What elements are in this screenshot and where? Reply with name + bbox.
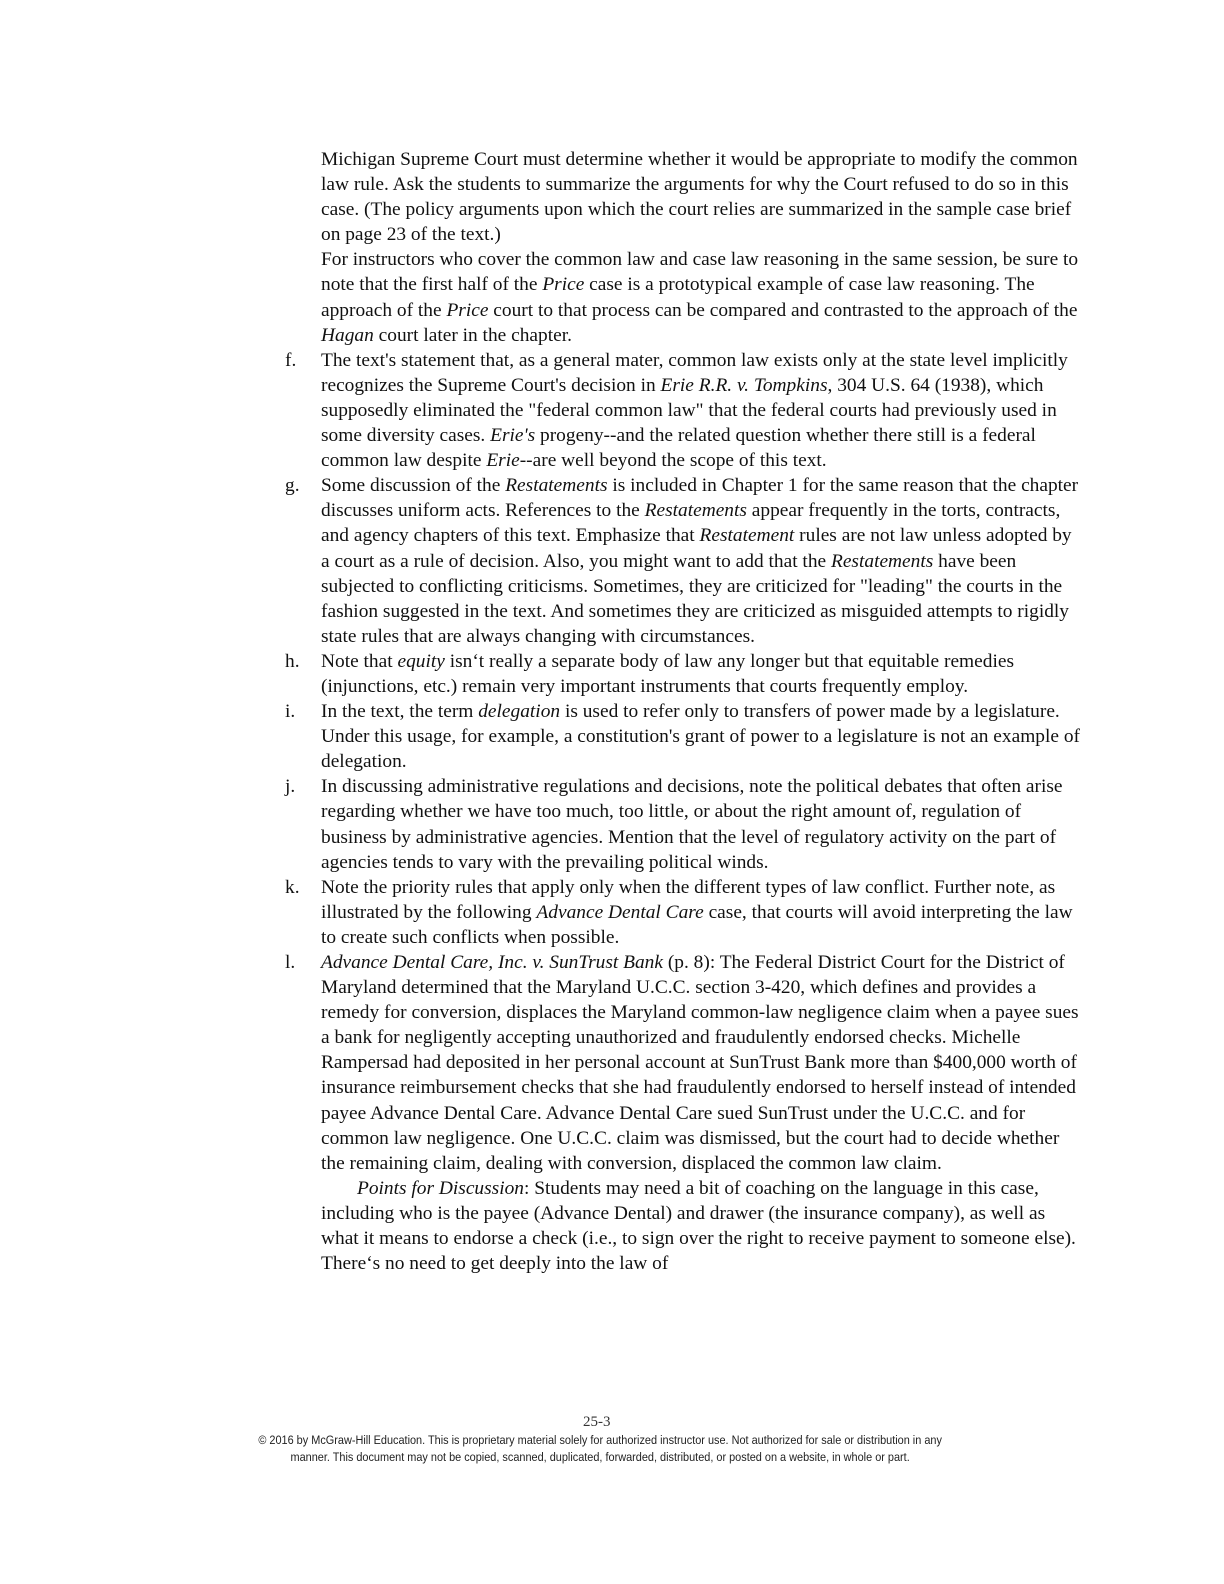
item-marker: j. [285,776,296,798]
list-item-i [285,699,1081,774]
list-item-g [285,473,1081,649]
footer-line: © 2016 by McGraw-Hill Education. This is proprietary material solely for authorized instructor use. Not authorized for sale or distribution in any [258,1433,942,1447]
case-name-erie: Erie [486,450,520,472]
term-delegation: delegation [478,701,561,723]
item-marker: h. [285,650,300,672]
instructors-paragraph [321,247,1081,347]
text-run: Note that [321,650,398,672]
case-name-price: Price [446,299,489,321]
text-run: progeny--and the related question whether there still is a federal common law despite [321,425,1036,472]
term-restatements: Restatements [505,475,608,497]
list-item-f [285,348,1081,473]
text-run: case, that courts will avoid interpreting the law to create such conflicts when possible. [321,901,1073,948]
term-restatements: Restatements [644,500,747,522]
text-run: court to that process can be compared and contrasted to the approach of the [488,299,1078,321]
text-run: is used to refer only to transfers of power made by a legislature. Under this usage, for example, a constitution's grant of power to a legislature is not an example of delegation. [321,701,1080,773]
text-run: (p. 8): The Federal District Court for the District of Maryland determined that the Maryland U.C.C. section 3-420, which defines and provides a remedy for conversion, displaces the Maryland common-law negligence claim when a payee sues a bank for negligently accepting unauthorized and fraudulently endorsed checks. Michelle Rampersad had deposited in her personal account at SunTrust Bank more than $400,000 worth of insurance reimbursement checks that she had fraudulently endorsed to herself instead of intended payee Advance Dental Care. Advance Dental Care sued SunTrust under the U.C.C. and for common law negligence. One U.C.C. claim was dismissed, but the court had to decide whether the remaining claim, dealing with conversion, displaced the common law claim. [321,952,1079,1174]
case-name-erie: Erie's [490,425,536,447]
text-run: --are well beyond the scope of this text. [519,450,827,472]
text-run: have been subjected to conflicting criticisms. Sometimes, they are criticized for "leading" the courts in the fashion suggested in the text. And sometimes they are criticized as misguided attempts to rigidly state rules that are always changing with circumstances. [321,550,1069,647]
case-name-advance-dental: Advance Dental Care, Inc. v. SunTrust Bank [321,952,663,973]
text-run: rules are not law unless adopted by a court as a rule of decision. Also, you might want to add that the [321,525,1072,572]
list-item-h [285,649,1081,699]
text-run: In discussing administrative regulations and decisions, note the political debates that often arise regarding whether we have too much, too little, or about the right amount of, regulation of business by administrative agencies. Mention that the level of regulatory activity on the part of agencies tends to vary with the prevailing political winds. [321,776,1063,873]
points-for-discussion [321,1176,1081,1276]
points-for-discussion-label: Points for Discussion [357,1177,524,1199]
copyright-footer [150,1432,1050,1466]
text-run: Note the priority rules that apply only when the different types of law conflict. Further note, as illustrated by the following [321,876,1056,923]
text-run: : Students may need a bit of coaching on the language in this case, including who is the payee (Advance Dental) and drawer (the insurance company), as well as what it means to endorse a check (i.e., to sign over the right to receive payment to someone else). There‘s no need to get deeply into the law of [321,1177,1076,1275]
text-run: court later in the chapter. [373,324,572,346]
term-equity: equity [397,650,445,672]
text-run: appear frequently in the torts, contracts, and agency chapters of this text. Emphasize that [321,500,1061,547]
text-run: isn‘t really a separate body of law any longer but that equitable remedies (injunctions, etc.) remain very important instruments that courts frequently employ. [321,650,1014,697]
case-name-price: Price [542,274,585,296]
body-text [285,147,1081,1276]
list-item-k [285,875,1081,950]
intro-text: Michigan Supreme Court must determine whether it would be appropriate to modify the common law rule. Ask the students to summarize the arguments for why the Court refused to do so in this case. (The policy arguments upon which the court relies are summarized in the sample case brief on page 23 of the text.) [321,149,1078,246]
intro-paragraph [321,147,1081,247]
item-marker: i. [285,701,296,723]
page-number: 25-3 [583,1414,611,1430]
case-name-erie: Erie R.R. v. Tompkins [660,374,828,396]
case-name-hagan: Hagan [321,324,374,346]
item-marker: k. [285,876,300,898]
item-marker: l. [285,952,296,973]
text-run: case is a prototypical example of case law reasoning. The approach of the [321,274,1035,321]
term-restatement: Restatement [699,525,795,547]
case-name-advance-dental: Advance Dental Care [536,901,704,923]
footer-line: manner. This document may not be copied, scanned, duplicated, forwarded, distributed, or posted on a website, in whole or part. [290,1450,910,1464]
text-run: In the text, the term [321,701,479,723]
text-run: For instructors who cover the common law and case law reasoning in the same session, be sure to note that the first half of the [321,249,1079,296]
list-item-l [285,950,1081,1276]
text-run: is included in Chapter 1 for the same reason that the chapter discusses uniform acts. References to the [321,475,1079,522]
term-restatements: Restatements [830,550,934,572]
text-run: Some discussion of the [321,475,506,497]
text-run: The text's statement that, as a general mater, common law exists only at the state level implicitly recognizes the Supreme Court's decision in [321,349,1068,396]
text-run: , 304 U.S. 64 (1938), which supposedly eliminated the "federal common law" that the federal courts had previously used in some diversity cases. [321,374,1057,447]
item-marker: g. [285,475,300,497]
list-item-j [285,774,1081,874]
item-marker: f. [285,349,297,371]
